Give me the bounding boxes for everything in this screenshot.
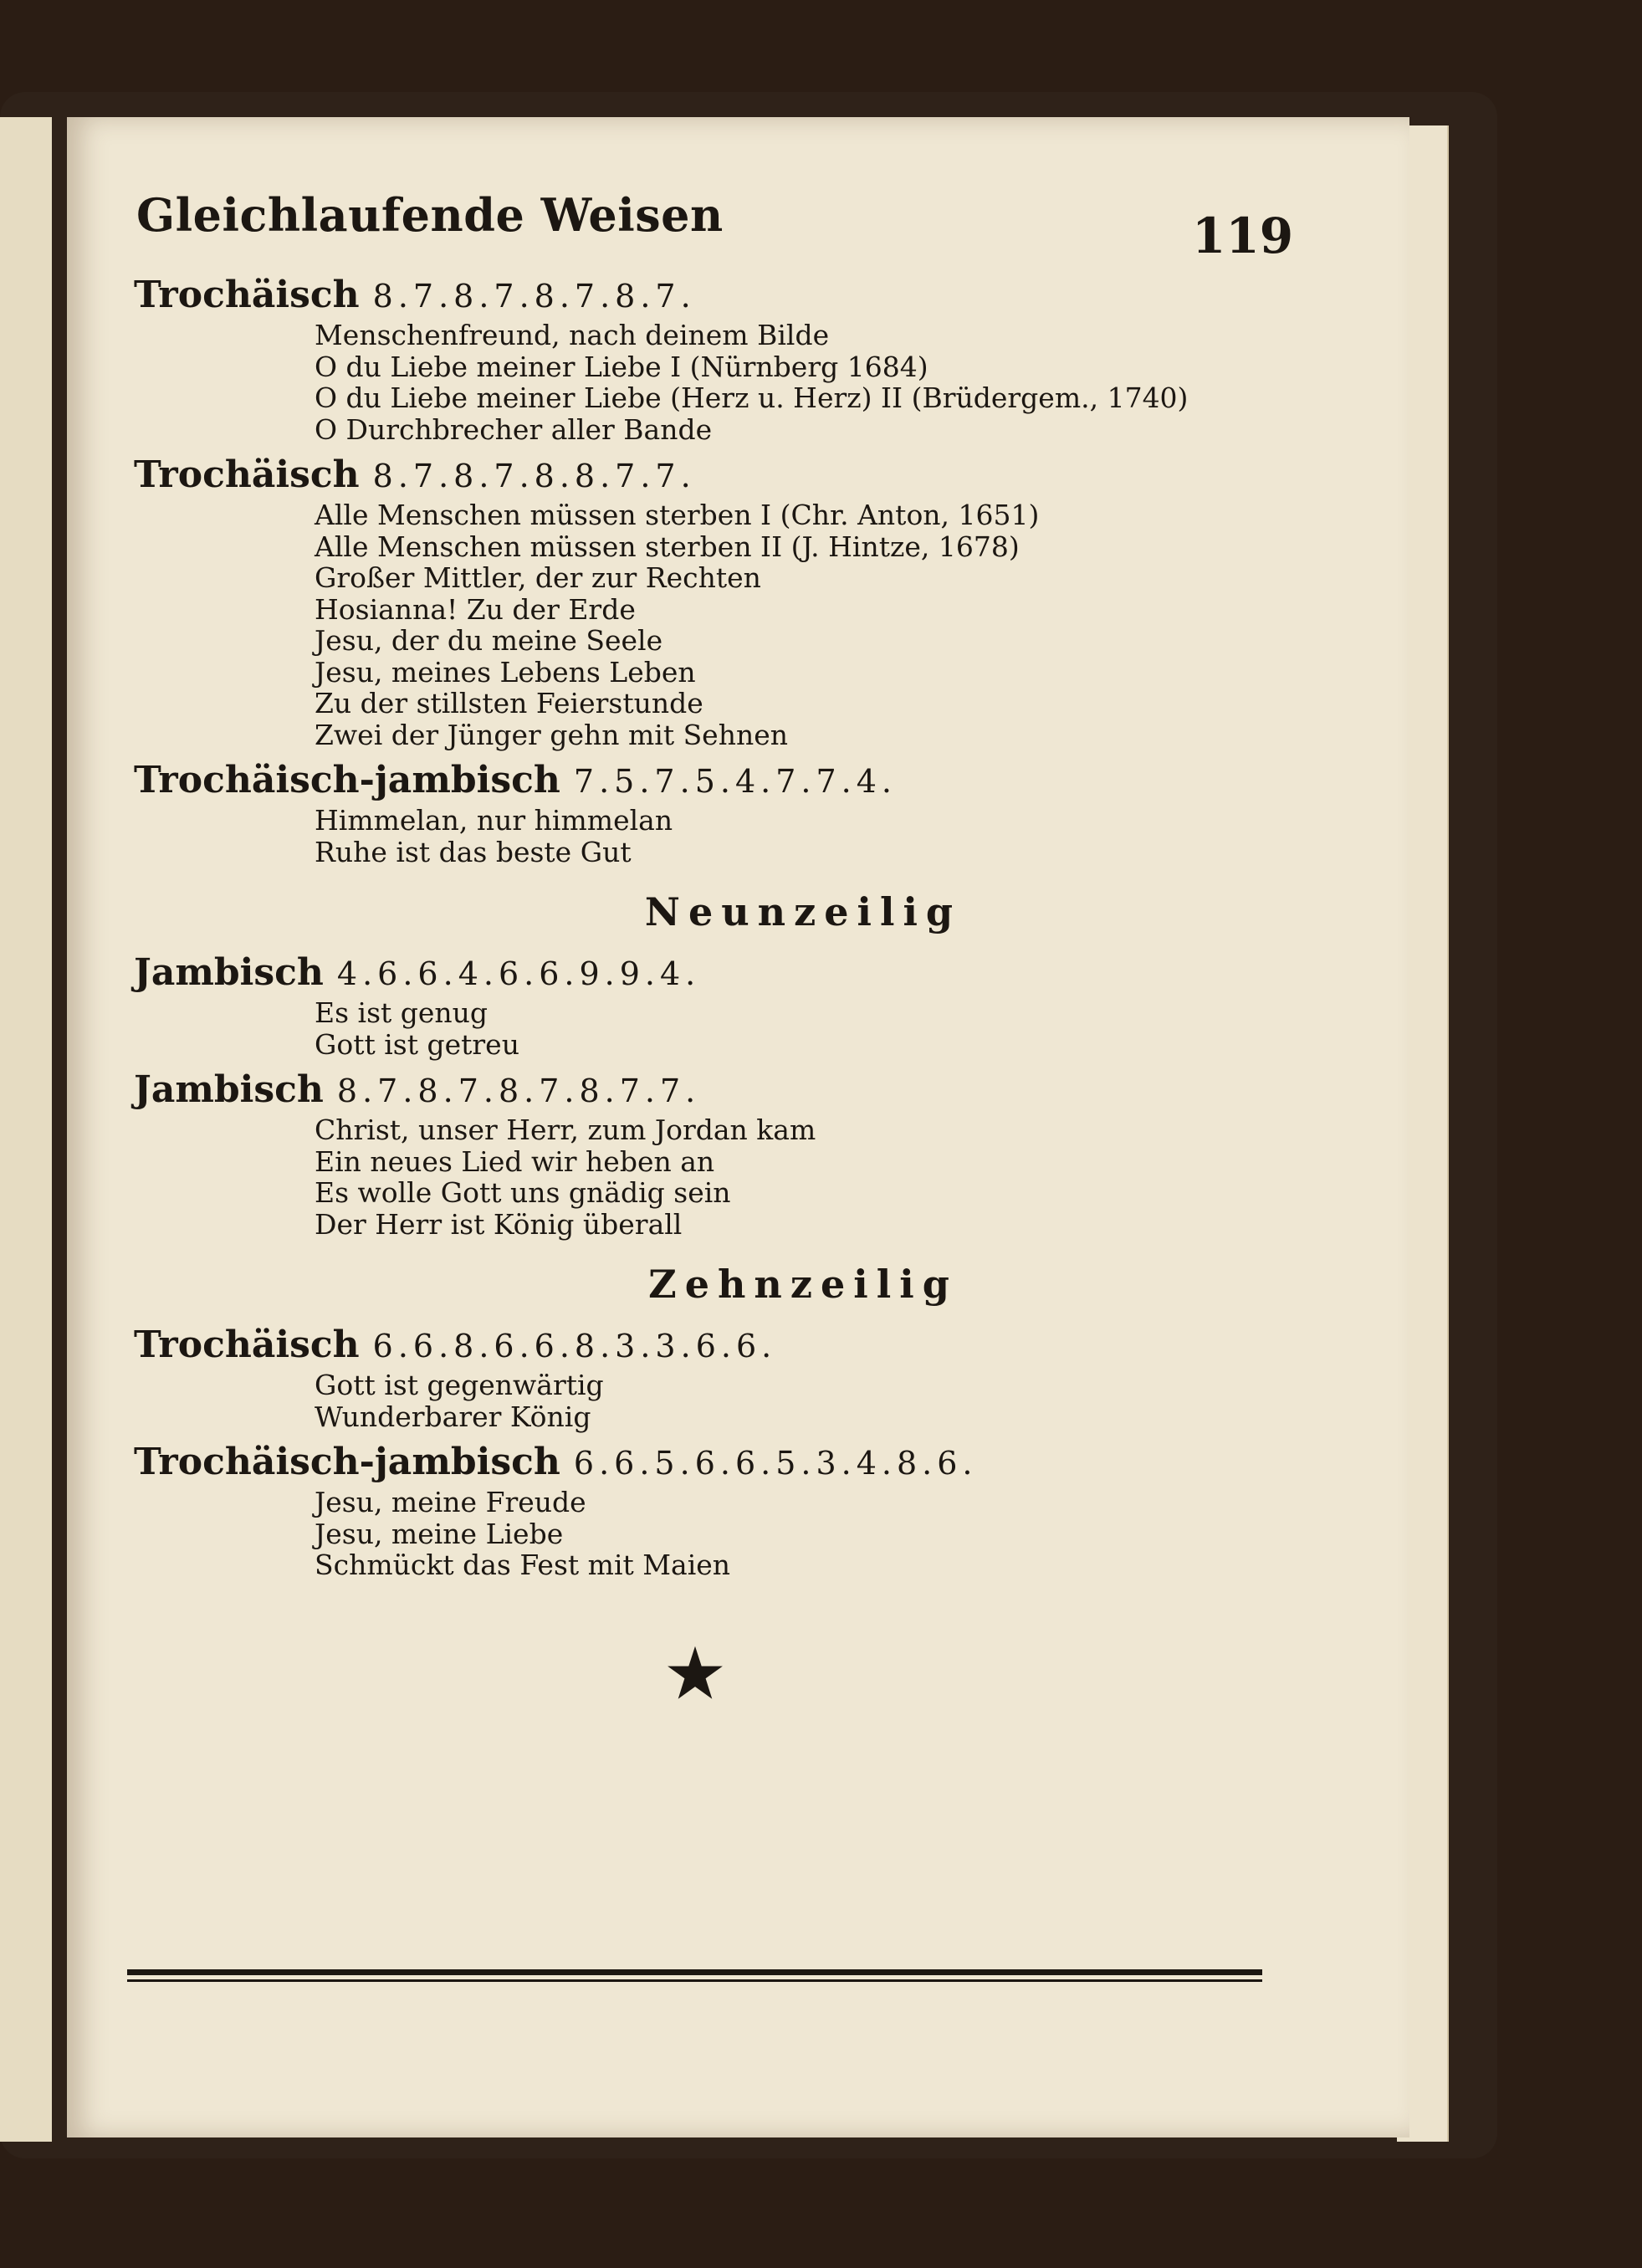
meter-name: Jambisch bbox=[134, 951, 324, 994]
meter-label bbox=[134, 272, 1288, 320]
meter-label bbox=[134, 950, 1288, 997]
hymn-title: Himmelan, nur himmelan bbox=[315, 804, 673, 837]
meter-name: Trochäisch bbox=[134, 1323, 360, 1366]
meter-group bbox=[134, 950, 1288, 1060]
hymn-title: O du Liebe meiner Liebe (Herz u. Herz) II (Brüdergem., 1740) bbox=[315, 381, 1189, 414]
meter-name: Trochäisch bbox=[134, 274, 360, 316]
syllable-pattern: 6.6.8.6.6.8.3.3.6.6. bbox=[372, 1328, 777, 1364]
hymn-title: Es ist genug bbox=[315, 996, 489, 1029]
meter-group bbox=[134, 1067, 1288, 1240]
meter-name: Jambisch bbox=[134, 1068, 324, 1111]
meter-label bbox=[134, 757, 1288, 805]
hymn-title: Zu der stillsten Feierstunde bbox=[315, 687, 703, 719]
syllable-pattern: 6.6.5.6.6.5.3.4.8.6. bbox=[573, 1445, 978, 1482]
page-number: 119 bbox=[1192, 207, 1294, 264]
hymn-title: Jesu, meine Freude bbox=[315, 1486, 586, 1518]
syllable-pattern: 8.7.8.7.8.7.8.7. bbox=[372, 278, 696, 315]
meter-label bbox=[134, 1322, 1288, 1370]
hymn-title: Gott ist getreu bbox=[315, 1027, 519, 1061]
hymn-title: O du Liebe meiner Liebe I (Nürnberg 1684) bbox=[315, 350, 928, 383]
meter-group bbox=[134, 1322, 1288, 1432]
hymn-title: Alle Menschen müssen sterben II (J. Hintze, 1678) bbox=[315, 530, 1020, 563]
section-heading: Zehnzeilig bbox=[648, 1262, 958, 1307]
hymn-title: Menschenfreund, nach deinem Bilde bbox=[315, 319, 830, 351]
page-edge bbox=[1414, 125, 1434, 2142]
hymn-title: Jesu, meines Lebens Leben bbox=[315, 655, 696, 689]
hymn-title: O Durchbrecher aller Bande bbox=[315, 412, 713, 446]
hymn-list bbox=[315, 997, 1288, 1060]
meter-label bbox=[134, 452, 1288, 499]
syllable-pattern: 8.7.8.7.8.7.8.7.7. bbox=[336, 1073, 701, 1109]
left-page-edge bbox=[0, 117, 52, 2142]
hymn-title: Hosianna! Zu der Erde bbox=[315, 592, 636, 626]
hymn-list bbox=[315, 499, 1288, 750]
footer-rule bbox=[127, 1969, 1262, 1975]
hymn-title: Ein neues Lied wir heben an bbox=[315, 1144, 715, 1178]
hymn-title: Jesu, der du meine Seele bbox=[315, 624, 663, 657]
section-heading: Neunzeilig bbox=[644, 889, 962, 934]
hymn-title: Es wolle Gott uns gnädig sein bbox=[315, 1176, 731, 1209]
hymn-list bbox=[315, 1114, 1288, 1240]
hymn-title: Der Herr ist König überall bbox=[315, 1207, 683, 1241]
hymn-title: Jesu, meine Liebe bbox=[315, 1517, 564, 1550]
meter-label bbox=[134, 1067, 1288, 1114]
meter-group bbox=[134, 1439, 1288, 1581]
syllable-pattern: 8.7.8.7.8.8.7.7. bbox=[372, 458, 696, 494]
syllable-pattern: 7.5.7.5.4.7.7.4. bbox=[573, 763, 897, 800]
meter-name: Trochäisch-jambisch bbox=[134, 1441, 560, 1483]
footer-rule-thin bbox=[127, 1979, 1262, 1982]
syllable-pattern: 4.6.6.4.6.6.9.9.4. bbox=[336, 955, 701, 992]
page-edge bbox=[1432, 125, 1449, 2142]
hymn-meter-index bbox=[134, 272, 1288, 1588]
hymn-list bbox=[315, 320, 1288, 445]
meter-group bbox=[134, 272, 1288, 445]
star-ornament-icon bbox=[666, 1644, 724, 1702]
hymn-title: Großer Mittler, der zur Rechten bbox=[315, 561, 761, 594]
meter-group bbox=[134, 452, 1288, 750]
hymn-title: Wunderbarer König bbox=[315, 1400, 591, 1433]
hymn-title: Christ, unser Herr, zum Jordan kam bbox=[315, 1114, 816, 1146]
meter-name: Trochäisch-jambisch bbox=[134, 759, 560, 801]
hymn-list bbox=[315, 1370, 1288, 1432]
meter-group bbox=[134, 757, 1288, 868]
page-title: Gleichlaufende Weisen bbox=[136, 188, 724, 242]
meter-name: Trochäisch bbox=[134, 453, 360, 496]
hymn-title: Gott ist gegenwärtig bbox=[315, 1369, 604, 1401]
hymn-title: Schmückt das Fest mit Maien bbox=[315, 1549, 731, 1581]
hymn-title: Alle Menschen müssen sterben I (Chr. Anton, 1651) bbox=[315, 499, 1040, 531]
hymn-list bbox=[315, 1487, 1288, 1581]
hymn-title: Zwei der Jünger gehn mit Sehnen bbox=[315, 718, 788, 751]
hymn-list bbox=[315, 805, 1288, 868]
meter-label bbox=[134, 1439, 1288, 1487]
hymn-title: Ruhe ist das beste Gut bbox=[315, 835, 632, 868]
